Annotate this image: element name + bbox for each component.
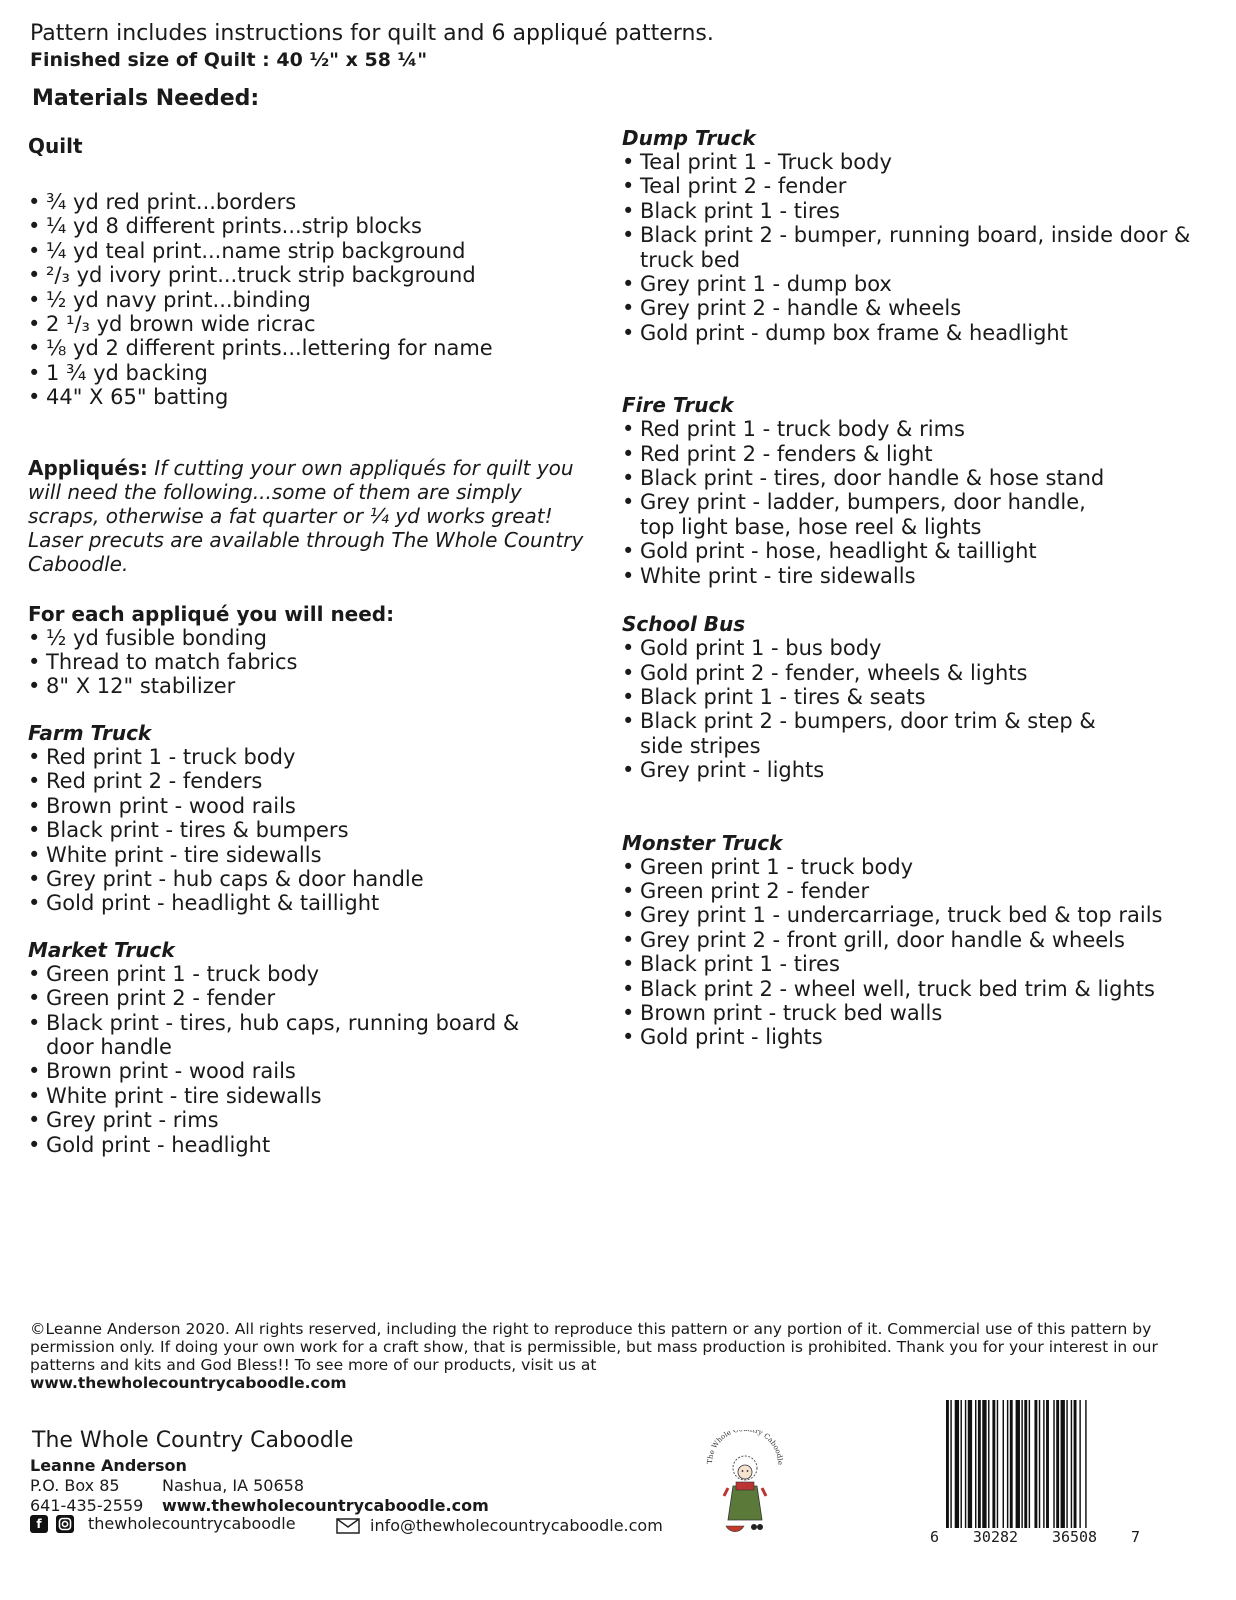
right-column bbox=[622, 126, 1222, 1050]
list-item: • Brown print - truck bed walls bbox=[622, 1001, 1222, 1025]
fire-truck-heading: Fire Truck bbox=[622, 393, 734, 418]
barcode-bar bbox=[992, 1400, 995, 1528]
barcode-bar bbox=[1043, 1400, 1044, 1528]
barcode-bar bbox=[1007, 1400, 1008, 1528]
email-link[interactable]: info@thewholecountrycaboodle.com bbox=[370, 1516, 663, 1535]
list-item: • Gold print - headlight bbox=[28, 1133, 588, 1157]
list-item: • ²/₃ yd ivory print...truck strip background bbox=[28, 263, 588, 287]
website-link[interactable]: www.thewholecountrycaboodle.com bbox=[162, 1496, 489, 1515]
barcode-bar bbox=[955, 1400, 959, 1528]
barcode-bar bbox=[968, 1400, 972, 1528]
owner-name: Leanne Anderson bbox=[30, 1456, 187, 1475]
applique-text: If cutting your own appliqués for quilt you will need the following...some of them are simply scraps, otherwise a fat quarter or ¼ yd works great! Laser precuts are available through The Whole Country Caboodle. bbox=[28, 455, 584, 576]
list-item: • Teal print 1 - Truck body bbox=[622, 150, 1222, 174]
envelope-icon bbox=[336, 1518, 360, 1534]
list-item: • Black print 2 - bumpers, door trim & step & bbox=[622, 709, 1222, 733]
barcode-bar bbox=[950, 1400, 951, 1528]
barcode-bar bbox=[1056, 1400, 1059, 1528]
list-item: • Gold print - headlight & taillight bbox=[28, 891, 588, 915]
list-item-continued: side stripes bbox=[640, 733, 761, 758]
list-item-continued: door handle bbox=[46, 1034, 172, 1059]
list-item: • Thread to match fabrics bbox=[28, 650, 588, 674]
list-item: • Grey print - hub caps & door handle bbox=[28, 867, 588, 891]
company-name: The Whole Country Caboodle bbox=[32, 1428, 354, 1453]
list-item: • 44" X 65" batting bbox=[28, 385, 588, 409]
barcode-bar bbox=[1085, 1400, 1086, 1528]
list-item: • 8" X 12" stabilizer bbox=[28, 674, 588, 698]
market-truck-heading: Market Truck bbox=[28, 937, 175, 962]
materials-heading: Materials Needed: bbox=[32, 86, 260, 111]
list-item-continued: top light base, hose reel & lights bbox=[640, 514, 982, 539]
applique-label: Appliqués: bbox=[28, 455, 148, 480]
fire-truck-list bbox=[622, 417, 1222, 588]
list-item: • Gold print 2 - fender, wheels & lights bbox=[622, 661, 1222, 685]
each-applique-list bbox=[28, 626, 588, 699]
finished-size: Finished size of Quilt : 40 ½" x 58 ¼" bbox=[30, 49, 428, 71]
barcode-bar bbox=[1039, 1400, 1040, 1528]
list-item: • Red print 1 - truck body & rims bbox=[622, 417, 1222, 441]
list-item: • Gold print - hose, headlight & taillight bbox=[622, 539, 1222, 563]
barcode-bar bbox=[1074, 1400, 1077, 1528]
intro-text: Pattern includes instructions for quilt and 6 appliqué patterns. bbox=[30, 21, 714, 46]
barcode-bar bbox=[1079, 1400, 1080, 1528]
barcode-bar bbox=[1061, 1400, 1065, 1528]
list-item: • Green print 1 - truck body bbox=[622, 855, 1222, 879]
barcode-bar bbox=[1046, 1400, 1049, 1528]
contact-block bbox=[30, 1456, 489, 1516]
farm-truck-list bbox=[28, 745, 588, 916]
copyright-text: ©Leanne Anderson 2020. All rights reserved, including the right to reproduce this pattern or any portion of it. Commercial use of this pattern by permission only. If doing your own work for a craft show, that is permissible, but mass production is prohibited. Thank you for your interest in our patterns and kits and God Bless!! To see more of our products, visit us at bbox=[30, 1320, 1158, 1374]
phone: 641-435-2559 bbox=[30, 1496, 144, 1515]
left-column bbox=[28, 134, 588, 1157]
list-item: • Grey print - ladder, bumpers, door handle, bbox=[622, 490, 1222, 514]
list-item: • Red print 2 - fenders & light bbox=[622, 442, 1222, 466]
list-item: • Black print 1 - tires bbox=[622, 952, 1222, 976]
barcode-bar bbox=[1003, 1400, 1004, 1528]
barcode-bar bbox=[946, 1400, 949, 1528]
list-item: • Black print - tires, door handle & hose stand bbox=[622, 466, 1222, 490]
list-item: • Brown print - wood rails bbox=[28, 794, 588, 818]
list-item: • Black print - tires, hub caps, running board & bbox=[28, 1011, 588, 1035]
list-item: • Red print 2 - fenders bbox=[28, 769, 588, 793]
barcode-bar bbox=[975, 1400, 976, 1528]
list-item: • Grey print 1 - undercarriage, truck bed & top rails bbox=[622, 903, 1222, 927]
applique-note bbox=[28, 456, 588, 576]
barcode-bar bbox=[1016, 1400, 1020, 1528]
list-item: • Teal print 2 - fender bbox=[622, 174, 1222, 198]
po-box: P.O. Box 85 bbox=[30, 1476, 120, 1495]
list-item: • ½ yd fusible bonding bbox=[28, 626, 588, 650]
list-item: • Red print 1 - truck body bbox=[28, 745, 588, 769]
dump-truck-heading: Dump Truck bbox=[622, 126, 756, 150]
monster-truck-heading: Monster Truck bbox=[622, 830, 783, 855]
quilt-list bbox=[28, 190, 588, 410]
list-item: • Green print 1 - truck body bbox=[28, 962, 588, 986]
social-handle: thewholecountrycaboodle bbox=[88, 1514, 296, 1533]
list-item: • Grey print 2 - handle & wheels bbox=[622, 296, 1222, 320]
list-item: • Gold print - dump box frame & headlight bbox=[622, 321, 1222, 345]
facebook-icon[interactable]: f bbox=[30, 1515, 48, 1533]
barcode-bar bbox=[1034, 1400, 1037, 1528]
school-bus-heading: School Bus bbox=[622, 612, 746, 637]
barcode-digits bbox=[930, 1528, 1140, 1546]
barcode-bar bbox=[997, 1400, 998, 1528]
social-row bbox=[30, 1514, 296, 1533]
company-logo bbox=[700, 1430, 790, 1540]
list-item: • Black print 2 - bumper, running board, inside door & bbox=[622, 223, 1222, 247]
barcode-bar bbox=[1010, 1400, 1013, 1528]
barcode-bar bbox=[1029, 1400, 1030, 1528]
list-item: • Green print 2 - fender bbox=[622, 879, 1222, 903]
list-item: • ¾ yd red print...borders bbox=[28, 190, 588, 214]
list-item: • Gold print 1 - bus body bbox=[622, 636, 1222, 660]
barcode-bar bbox=[965, 1400, 966, 1528]
list-item: • Grey print 1 - dump box bbox=[622, 272, 1222, 296]
list-item: • Gold print - lights bbox=[622, 1025, 1222, 1049]
list-item-continued: truck bed bbox=[640, 247, 741, 272]
list-item: • Black print 1 - tires & seats bbox=[622, 685, 1222, 709]
barcode-bar bbox=[1066, 1400, 1067, 1528]
barcode bbox=[944, 1400, 1134, 1528]
barcode-bar bbox=[982, 1400, 986, 1528]
list-item: • Black print 1 - tires bbox=[622, 199, 1222, 223]
farm-truck-heading: Farm Truck bbox=[28, 720, 152, 745]
copyright-link[interactable]: www.thewholecountrycaboodle.com bbox=[30, 1374, 347, 1392]
list-item: • White print - tire sidewalls bbox=[622, 564, 1222, 588]
barcode-bar bbox=[1024, 1400, 1027, 1528]
barcode-bar bbox=[1071, 1400, 1072, 1528]
list-item: • Black print - tires & bumpers bbox=[28, 818, 588, 842]
barcode-bar bbox=[1021, 1400, 1022, 1528]
barcode-bar bbox=[988, 1400, 989, 1528]
list-item: • 1 ¾ yd backing bbox=[28, 361, 588, 385]
copyright-notice bbox=[30, 1320, 1180, 1392]
list-item: • Grey print 2 - front grill, door handle & wheels bbox=[622, 928, 1222, 952]
list-item: • White print - tire sidewalls bbox=[28, 1084, 588, 1108]
barcode-group-left: 30282 bbox=[972, 1528, 1019, 1546]
market-truck-list bbox=[28, 962, 588, 1157]
city: Nashua, IA 50658 bbox=[162, 1476, 305, 1495]
list-item: • Black print 2 - wheel well, truck bed trim & lights bbox=[622, 977, 1222, 1001]
each-applique-heading: For each appliqué you will need: bbox=[28, 601, 395, 626]
list-item: • Green print 2 - fender bbox=[28, 986, 588, 1010]
barcode-digit-lead: 6 bbox=[930, 1528, 940, 1546]
dump-truck-list bbox=[622, 150, 1222, 345]
quilt-heading: Quilt bbox=[28, 134, 83, 158]
school-bus-list bbox=[622, 636, 1222, 782]
list-item: • ¼ yd teal print...name strip background bbox=[28, 239, 588, 263]
monster-truck-list bbox=[622, 855, 1222, 1050]
instagram-icon[interactable] bbox=[56, 1515, 74, 1533]
list-item: • Grey print - rims bbox=[28, 1108, 588, 1132]
email-row bbox=[336, 1516, 663, 1535]
list-item: • White print - tire sidewalls bbox=[28, 843, 588, 867]
list-item: • Grey print - lights bbox=[622, 758, 1222, 782]
barcode-group-right: 36508 bbox=[1051, 1528, 1098, 1546]
list-item: • ⅛ yd 2 different prints...lettering for name bbox=[28, 336, 588, 360]
barcode-bar bbox=[978, 1400, 981, 1528]
barcode-bar bbox=[961, 1400, 962, 1528]
barcode-bar bbox=[1053, 1400, 1054, 1528]
list-item: • 2 ¹/₃ yd brown wide ricrac bbox=[28, 312, 588, 336]
list-item: • Brown print - wood rails bbox=[28, 1059, 588, 1083]
barcode-digit-check: 7 bbox=[1130, 1528, 1140, 1546]
list-item: • ½ yd navy print...binding bbox=[28, 288, 588, 312]
logo-text: The Whole C try Caboodle bbox=[705, 1430, 785, 1466]
list-item: • ¼ yd 8 different prints...strip blocks bbox=[28, 214, 588, 238]
